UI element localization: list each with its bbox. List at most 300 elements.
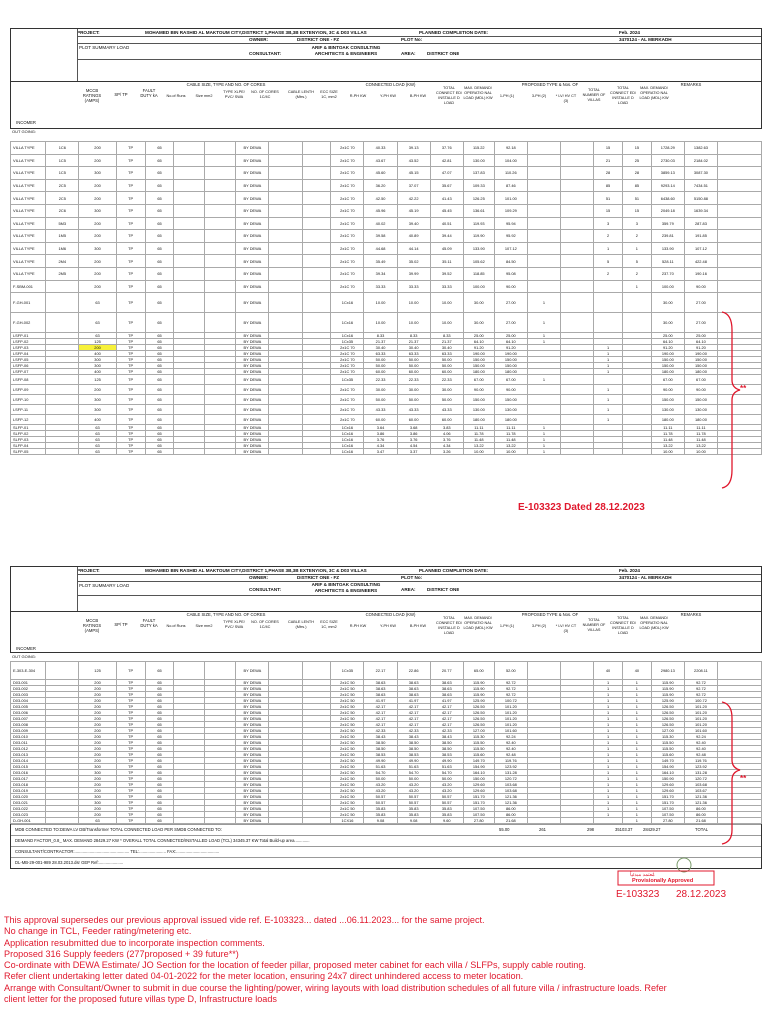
table-cell: 38.63: [397, 692, 430, 698]
table-cell: D03-008: [11, 722, 46, 728]
table-cell: TP: [116, 437, 145, 443]
table-cell: 2: [594, 267, 623, 280]
table-cell: 21.68: [684, 818, 717, 824]
area-label-2: AREA:: [401, 587, 416, 592]
table-cell: 150.00: [684, 363, 717, 369]
table-cell: 15: [594, 142, 623, 155]
table-cell: 65: [145, 680, 174, 686]
table-cell: [269, 662, 302, 680]
table-cell: 10.00: [430, 313, 463, 333]
table-cell: 5M3: [46, 217, 79, 230]
table-cell: [302, 217, 331, 230]
table-cell: 2x1C 50: [331, 704, 364, 710]
table-cell: 104.00: [494, 154, 527, 167]
summary-title-2: PLOT SUMMARY LOAD: [79, 583, 130, 588]
table-cell: 43.20: [430, 782, 463, 788]
table-cell: 38.63: [397, 680, 430, 686]
col-sptp-2: SP/ TP: [114, 622, 128, 627]
table-row: [11, 662, 762, 680]
table-cell: [561, 415, 594, 425]
table-cell: 1: [622, 782, 651, 788]
table-cell: 119.90: [463, 230, 494, 243]
table-cell: 51.63: [397, 764, 430, 770]
table-cell: BY DEWA: [236, 385, 269, 395]
outgoing-label-2: [10, 653, 762, 661]
table-cell: 42.17: [430, 710, 463, 716]
table-cell: [269, 449, 302, 455]
table-cell: 2C5: [46, 179, 79, 192]
table-cell: 38.50: [364, 746, 397, 752]
table-cell: 63: [79, 443, 116, 449]
table-cell: 27.80: [463, 818, 494, 824]
consultant-value: ARIF & BINTOAK CONSULTING ARCHITECTS & ENGINEERS: [311, 45, 381, 56]
table-cell: 101.20: [684, 716, 717, 722]
table-cell: [622, 449, 651, 455]
table-cell: [561, 217, 594, 230]
table-cell: [269, 415, 302, 425]
table-cell: BY DEWA: [236, 217, 269, 230]
table-cell: LSFP-07: [11, 369, 46, 375]
table-cell: LSFP-04: [11, 351, 46, 357]
table-cell: 51: [594, 192, 623, 205]
table-cell: 1: [594, 764, 623, 770]
table-cell: [269, 267, 302, 280]
table-cell: 150.00: [463, 363, 494, 369]
table-cell: TP: [116, 812, 145, 818]
table-cell: 200: [79, 345, 116, 351]
col-lvhv-2: * LV/ HV CT (3): [555, 624, 577, 633]
table-cell: [174, 217, 205, 230]
sheet-header-2: [10, 566, 762, 612]
table-cell: [174, 204, 205, 217]
table-cell: 150.00: [651, 363, 684, 369]
mdb-row: [11, 824, 761, 835]
table-cell: [205, 142, 236, 155]
table-cell: 150.90: [651, 776, 684, 782]
table-cell: [717, 179, 761, 192]
table-cell: 1: [622, 698, 651, 704]
table-cell: TP: [116, 415, 145, 425]
table-cell: TP: [116, 806, 145, 812]
table-cell: 65: [145, 788, 174, 794]
table-cell: 2x1C 70: [331, 217, 364, 230]
table-cell: 27.80: [651, 818, 684, 824]
table-cell: 4.06: [430, 431, 463, 437]
table-cell: 43.33: [397, 405, 430, 415]
table-cell: TP: [116, 267, 145, 280]
table-cell: 133.90: [463, 242, 494, 255]
table-cell: 95.92: [494, 230, 527, 243]
table-cell: 92.72: [684, 680, 717, 686]
table-cell: BY DEWA: [236, 357, 269, 363]
table-cell: 129.60: [651, 788, 684, 794]
col-total-installed: TOTAL CONNECT ED/ INSTALLE D LOAD: [609, 86, 637, 105]
table-cell: 3.68: [397, 425, 430, 431]
table-cell: 39.44: [430, 230, 463, 243]
table-cell: 38.50: [430, 746, 463, 752]
table-cell: [302, 385, 331, 395]
table-cell: E-303-E-304: [11, 662, 46, 680]
table-cell: 200: [79, 806, 116, 812]
table-cell: 86.00: [684, 806, 717, 812]
table-cell: [561, 313, 594, 333]
table-cell: [527, 154, 560, 167]
table-cell: 150.00: [463, 395, 494, 405]
consultant-label: CONSULTANT:: [249, 51, 281, 56]
col-1ph: 1-PH (1): [499, 94, 515, 98]
table-cell: LSFP-11: [11, 405, 46, 415]
table-cell: TP: [116, 339, 145, 345]
table-cell: 65: [145, 710, 174, 716]
table-cell: 3.86: [364, 431, 397, 437]
table-cell: 50.00: [430, 357, 463, 363]
table-cell: 200: [79, 267, 116, 280]
table-row: [11, 242, 762, 255]
table-cell: 1: [594, 716, 623, 722]
table-cell: [717, 255, 761, 268]
table-cell: 65: [145, 339, 174, 345]
table-cell: 2x1C 50: [331, 758, 364, 764]
table-cell: [561, 293, 594, 313]
table-cell: D03-005: [11, 704, 46, 710]
table-cell: 50.00: [364, 363, 397, 369]
table-cell: BY DEWA: [236, 752, 269, 758]
table-cell: BY DEWA: [236, 740, 269, 746]
table-cell: BY DEWA: [236, 242, 269, 255]
table-cell: TP: [116, 818, 145, 824]
table-cell: [527, 395, 560, 405]
table-cell: 64.10: [684, 339, 717, 345]
table-cell: 9.60: [430, 818, 463, 824]
table-cell: [205, 818, 236, 824]
table-cell: [594, 280, 623, 293]
table-cell: 1: [594, 357, 623, 363]
table-cell: LSFP-05: [11, 357, 46, 363]
table-cell: 101.20: [684, 704, 717, 710]
table-cell: 40.51: [430, 217, 463, 230]
table-cell: [205, 267, 236, 280]
table-cell: 125.90: [463, 698, 494, 704]
table-cell: [527, 662, 560, 680]
table-cell: 115.50: [651, 746, 684, 752]
table-cell: [174, 405, 205, 415]
table-cell: F-SBM-001: [11, 280, 46, 293]
table-cell: [269, 375, 302, 385]
table-cell: D03-023: [11, 812, 46, 818]
table-cell: 11.78: [494, 431, 527, 437]
table-cell: [269, 280, 302, 293]
table-cell: TP: [116, 704, 145, 710]
table-cell: [302, 280, 331, 293]
table-cell: 1: [527, 431, 560, 437]
table-cell: 300: [79, 405, 116, 415]
table-cell: 200: [79, 692, 116, 698]
col-length-2: CABLE LENTH (Mtrs.): [288, 620, 314, 629]
table-cell: BY DEWA: [236, 812, 269, 818]
table-cell: 10.00: [494, 449, 527, 455]
table-cell: 190.00: [651, 351, 684, 357]
table-row: [11, 167, 762, 180]
table-cell: 65: [145, 437, 174, 443]
table-cell: 1C5: [46, 154, 79, 167]
table-cell: 2208.11: [684, 662, 717, 680]
table-cell: 3.64: [364, 425, 397, 431]
table-cell: [302, 395, 331, 405]
table-cell: 115.30: [463, 734, 494, 740]
table-cell: 86.00: [494, 812, 527, 818]
table-cell: 30.00: [651, 293, 684, 313]
table-cell: 125: [79, 662, 116, 680]
area-value-2: DISTRICT ONE: [427, 587, 460, 592]
table-cell: 1: [594, 794, 623, 800]
plot-label-2: PLOT No:: [401, 575, 423, 580]
table-cell: 200: [79, 728, 116, 734]
table-cell: 41.43: [430, 192, 463, 205]
table-cell: [717, 204, 761, 217]
table-cell: 154.90: [651, 764, 684, 770]
table-cell: 42.50: [364, 192, 397, 205]
seal-arabic: مُعتمد مبدئياً: [630, 872, 655, 878]
table-cell: 3: [594, 217, 623, 230]
table-cell: [717, 217, 761, 230]
table-cell: 38.43: [397, 734, 430, 740]
table-cell: 2x1C 50: [331, 806, 364, 812]
table-cell: 1: [622, 788, 651, 794]
col-mccb: MCCB RATINGS (AMPS): [82, 88, 102, 103]
table-cell: [561, 255, 594, 268]
table-cell: 101.00: [494, 192, 527, 205]
table-cell: 35.49: [364, 255, 397, 268]
col-lvhv: * LV/ HV CT (3): [555, 94, 577, 103]
note-line: Co-ordinate with DEWA Estimate/ JO Section for the location of feeder pillar, proposed meter cabinet for each villa / SLFPs, supply cable routing.: [4, 960, 586, 971]
table-cell: 50.57: [364, 794, 397, 800]
table-cell: 130.00: [684, 405, 717, 415]
table-cell: 43.67: [364, 154, 397, 167]
table-cell: 400: [79, 415, 116, 425]
table-cell: 2x1C 50: [331, 680, 364, 686]
table-cell: 84.50: [494, 255, 527, 268]
table-cell: 65: [145, 313, 174, 333]
table-cell: [527, 230, 560, 243]
table-cell: 1: [622, 686, 651, 692]
table-cell: 30.00: [364, 385, 397, 395]
table-cell: 118.85: [463, 267, 494, 280]
table-cell: 130.00: [651, 405, 684, 415]
table-cell: [622, 405, 651, 415]
table-cell: 35.67: [430, 179, 463, 192]
table-cell: 100.00: [463, 280, 494, 293]
table-cell: 30.00: [651, 313, 684, 333]
table-cell: 50.00: [364, 776, 397, 782]
table-cell: 100.72: [684, 698, 717, 704]
table-cell: 1: [527, 293, 560, 313]
table-cell: 121.36: [684, 800, 717, 806]
table-cell: 38.63: [430, 680, 463, 686]
table-cell: 150.00: [463, 357, 494, 363]
table-cell: [46, 375, 79, 385]
table-cell: TP: [116, 313, 145, 333]
table-cell: 49.90: [430, 758, 463, 764]
table-cell: 123.92: [684, 764, 717, 770]
table-cell: 42.17: [430, 716, 463, 722]
consultant-line: CONSULTANT/CONTRACTOR:............................................... TEL:....................... FAX:.....................................: [11, 846, 761, 857]
table-cell: D03-021: [11, 800, 46, 806]
table-cell: [269, 192, 302, 205]
table-cell: 2: [594, 230, 623, 243]
table-cell: [46, 449, 79, 455]
table-cell: BY DEWA: [236, 369, 269, 375]
table-cell: 65: [145, 704, 174, 710]
table-cell: 151.70: [463, 800, 494, 806]
table-cell: 25.00: [494, 333, 527, 339]
table-cell: 164.10: [463, 770, 494, 776]
table-cell: 65: [145, 192, 174, 205]
table-cell: TP: [116, 242, 145, 255]
table-cell: 5150.88: [684, 192, 717, 205]
table-row: [11, 179, 762, 192]
table-cell: BY DEWA: [236, 764, 269, 770]
area-value: DISTRICT ONE: [427, 51, 460, 56]
table-cell: 30.00: [397, 385, 430, 395]
table-cell: 42.17: [397, 722, 430, 728]
table-cell: 22.33: [430, 375, 463, 385]
table-cell: 115.30: [651, 734, 684, 740]
table-cell: 130.00: [463, 405, 494, 415]
table-cell: [174, 280, 205, 293]
table-cell: 101.20: [684, 722, 717, 728]
table-cell: BY DEWA: [236, 770, 269, 776]
table-cell: [205, 242, 236, 255]
table-cell: [269, 179, 302, 192]
table-cell: 35.83: [397, 812, 430, 818]
table-cell: 42.33: [364, 728, 397, 734]
table-cell: 200: [79, 752, 116, 758]
table-cell: 1: [527, 449, 560, 455]
col-bphase-2: B-PH KW: [409, 624, 427, 628]
table-cell: 40.02: [364, 217, 397, 230]
table-cell: 200: [79, 788, 116, 794]
table-cell: TP: [116, 686, 145, 692]
table-cell: 2: [622, 230, 651, 243]
table-cell: [205, 313, 236, 333]
table-cell: 67.00: [463, 375, 494, 385]
table-cell: 107.50: [463, 812, 494, 818]
mdb-line: MDB CONNECTED TO:DEWA LV DB/Transformer TOTAL CONNECTED LOAD PER SMDB CONNECTED TO:: [15, 827, 222, 832]
table-cell: 9.08: [364, 818, 397, 824]
table-cell: 300: [79, 770, 116, 776]
table-cell: 115.90: [463, 686, 494, 692]
table-cell: 115.90: [651, 692, 684, 698]
table-cell: 2x1C 50: [331, 770, 364, 776]
area-label: AREA:: [401, 51, 416, 56]
table-cell: 39.99: [397, 267, 430, 280]
table-cell: 191.85: [684, 230, 717, 243]
col-connected-group-2: CONNECTED LOAD (KW): [365, 612, 416, 617]
planned-value: Feb. 2024: [619, 30, 640, 35]
load-table-2: [10, 661, 762, 824]
table-cell: 1: [527, 425, 560, 431]
table-cell: 105.62: [463, 255, 494, 268]
table-cell: 1: [622, 734, 651, 740]
table-cell: TP: [116, 728, 145, 734]
table-cell: 65: [145, 385, 174, 395]
table-cell: 1: [594, 385, 623, 395]
table-cell: [527, 267, 560, 280]
table-row: [11, 395, 762, 405]
table-cell: D03-013: [11, 752, 46, 758]
table-cell: 49.90: [364, 758, 397, 764]
table-cell: 1: [622, 770, 651, 776]
table-cell: 2x1C 70: [331, 204, 364, 217]
table-cell: 4.54: [397, 443, 430, 449]
col-max-demand: MAX. DEMAND/ OPERATIO NAL LOAD (MDL) KW: [463, 86, 493, 100]
table-cell: 50.00: [364, 357, 397, 363]
table-cell: 200: [79, 142, 116, 155]
table-cell: [717, 267, 761, 280]
table-cell: 65: [145, 746, 174, 752]
table-cell: 120.72: [494, 776, 527, 782]
table-cell: 1: [622, 764, 651, 770]
table-cell: [205, 405, 236, 415]
table-cell: 1: [622, 758, 651, 764]
col-3ph: 3-PH (2): [531, 94, 547, 98]
table-cell: 1Cx35: [331, 375, 364, 385]
table-cell: 1: [622, 776, 651, 782]
table-cell: 25: [622, 154, 651, 167]
table-cell: 63: [79, 333, 116, 339]
table-cell: 65: [145, 443, 174, 449]
table-cell: 92.48: [494, 752, 527, 758]
table-cell: 60.00: [430, 415, 463, 425]
table-cell: VILLA TYPE: [11, 267, 46, 280]
table-cell: 126.50: [463, 710, 494, 716]
table-cell: 1: [527, 437, 560, 443]
table-cell: 2x1C 70: [331, 179, 364, 192]
table-cell: 2x1C 50: [331, 782, 364, 788]
table-cell: 151.70: [651, 800, 684, 806]
table-cell: 1: [594, 752, 623, 758]
table-cell: 127.00: [651, 728, 684, 734]
table-cell: 1Cx16: [331, 443, 364, 449]
table-cell: 1Cx35: [331, 339, 364, 345]
table-cell: 1: [622, 806, 651, 812]
table-cell: [302, 255, 331, 268]
table-cell: TP: [116, 800, 145, 806]
table-cell: 2x1C 70: [331, 167, 364, 180]
table-cell: 125: [79, 375, 116, 385]
table-cell: 35.02: [397, 255, 430, 268]
table-cell: 151.70: [651, 794, 684, 800]
table-row: [11, 217, 762, 230]
table-cell: SLFP-03: [11, 437, 46, 443]
table-cell: [561, 167, 594, 180]
table-cell: VILLA TYPE: [11, 192, 46, 205]
sheet-header: [10, 28, 762, 82]
table-cell: 43.20: [397, 782, 430, 788]
table-row: [11, 204, 762, 217]
table-cell: BY DEWA: [236, 800, 269, 806]
table-cell: TP: [116, 692, 145, 698]
table-cell: [561, 142, 594, 155]
col-cable-group: CABLE SIZE, TYPE AND NO. OF CORES: [186, 82, 266, 87]
table-cell: 2730.03: [651, 154, 684, 167]
table-cell: 30.00: [463, 293, 494, 313]
table-cell: D03-015: [11, 764, 46, 770]
table-cell: 86.00: [494, 806, 527, 812]
table-cell: [46, 385, 79, 395]
table-row: [11, 415, 762, 425]
table-cell: 121.36: [494, 794, 527, 800]
